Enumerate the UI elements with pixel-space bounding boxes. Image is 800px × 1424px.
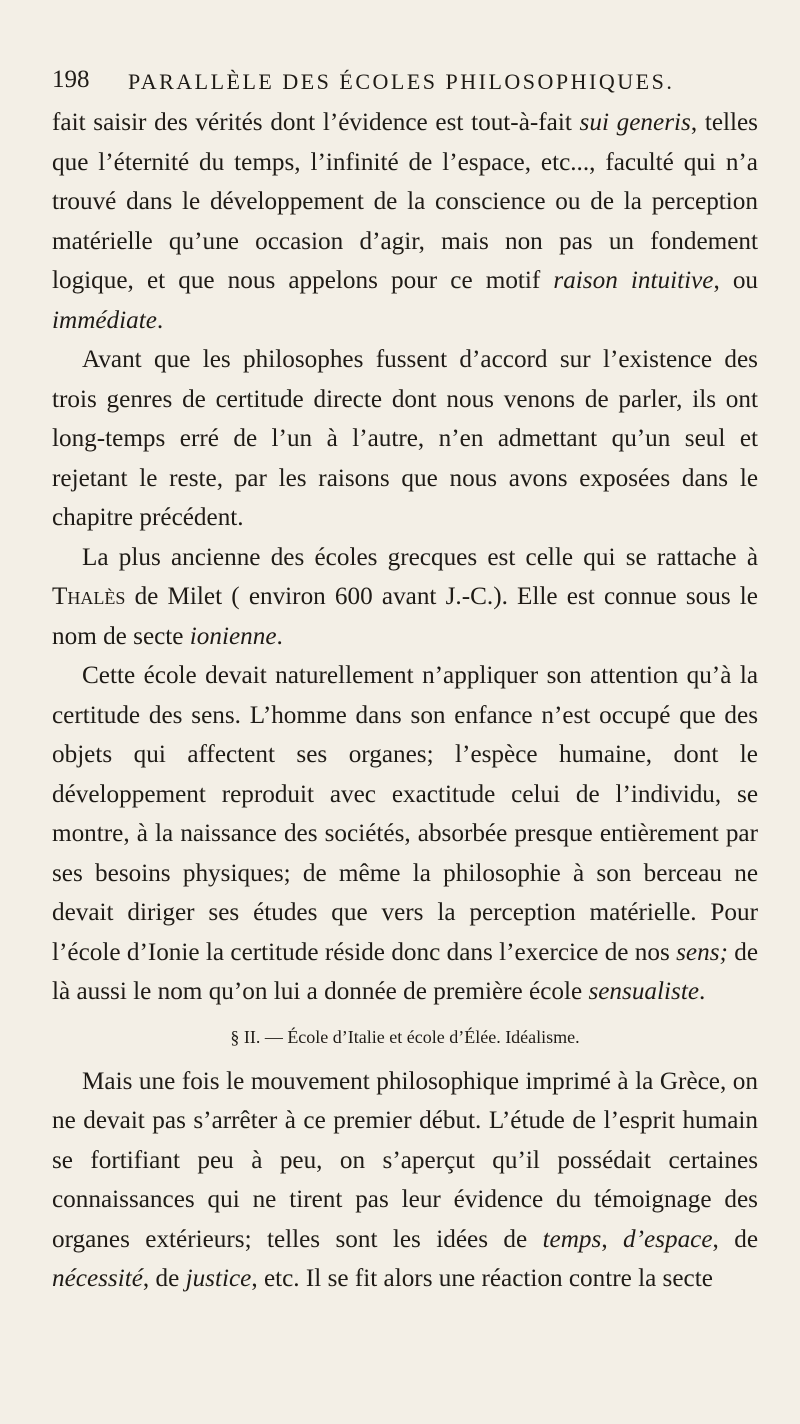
p1-text-1: fait saisir des vérités dont l’évidence est tout-à-fait: [52, 109, 580, 136]
p1-text-4: .: [156, 306, 164, 334]
p4-text-2: de là aussi le nom qu’on lui a donnée de première école: [52, 938, 758, 1005]
p5-text-3: , de: [712, 1225, 758, 1253]
running-title: PARALLÈLE DES ÉCOLES PHILOSOPHIQUES.: [128, 69, 675, 94]
paragraph-4: [52, 656, 758, 1012]
page-body: [52, 103, 758, 1299]
p5-italic-2: d’espace: [623, 1225, 713, 1253]
paragraph-3: [52, 538, 758, 657]
p3-italic-1: ionienne: [189, 622, 277, 650]
page-number: 198: [52, 66, 90, 93]
p5-text-4: , de: [142, 1265, 186, 1292]
paragraph-1: [52, 103, 758, 340]
p4-text-3: .: [699, 978, 706, 1005]
p1-text-3: , ou: [713, 267, 759, 294]
paragraph-5: [52, 1062, 758, 1299]
paragraph-2: Avant que les philosophes fussent d’accord sur l’existence des trois genres de certitude directe dont nous venons de parler, ils ont long-temps erré de l’un à l’autre, n’en admettant qu’un seul et rejetant le reste, par les raisons que nous avons exposées dans le chapitre précédent.: [52, 346, 758, 531]
p3-text-1: La plus ancienne des écoles grecques est celle qui se rattache à: [82, 543, 758, 571]
p1-text-2: , telles que l’éternité du temps, l’infinité de l’espace, etc..., faculté qui n’a trouvé dans le développement de la conscience ou de la perception matérielle qu’une occasion d’agir, mais non pas un fondement logique, et que nous appelons pour ce motif: [52, 109, 758, 294]
p4-text-1: Cette école devait naturellement n’appliquer son attention qu’à la certitude des sens. L’homme dans son enfance n’est occupé que des objets qui affectent ses organes; l’espèce humaine, dont le développement reproduit avec exactitude celui de l’individu, se montre, à la naissance des sociétés, absorbée presque entièrement par ses besoins physiques; de même la philosophie à son berceau ne devait diriger ses études que vers la perception matérielle. Pour l’école d’Ionie la certitude réside donc dans l’exercice de nos: [52, 662, 758, 966]
section-heading: § II. — École d’Italie et école d’Élée. Idéalisme.: [230, 1026, 580, 1047]
p5-italic-1: temps: [542, 1225, 602, 1253]
page-header: [52, 66, 752, 100]
p5-italic-4: justice: [185, 1265, 252, 1292]
p5-text-2: ,: [601, 1225, 624, 1253]
p4-italic-1: sens;: [676, 938, 728, 966]
p5-text-1: Mais une fois le mouvement philosophique imprimé à la Grèce, on ne devait pas s’arrêter à ce premier début. L’étude de l’esprit humain se fortifiant peu à peu, on s’aperçut qu’il possédait certaines connaissances qui ne tirent pas leur évidence du témoignage des organes extérieurs; telles sont les idées de: [52, 1067, 758, 1253]
p5-italic-3: nécessité: [52, 1265, 143, 1292]
p3-name-thales: Thalès: [52, 583, 126, 610]
p1-italic-1: sui generis: [579, 109, 691, 136]
p4-italic-2: sensualiste: [588, 978, 699, 1005]
p3-text-3: .: [276, 622, 283, 650]
p5-text-5: , etc. Il se fit alors une réaction contre la secte: [251, 1265, 713, 1292]
p1-italic-2: raison intuitive: [553, 267, 714, 294]
p3-text-2: de Milet ( environ 600 avant J.-C.). Elle est connue sous le nom de secte: [52, 583, 758, 650]
p1-italic-3: immédiate: [52, 306, 157, 334]
